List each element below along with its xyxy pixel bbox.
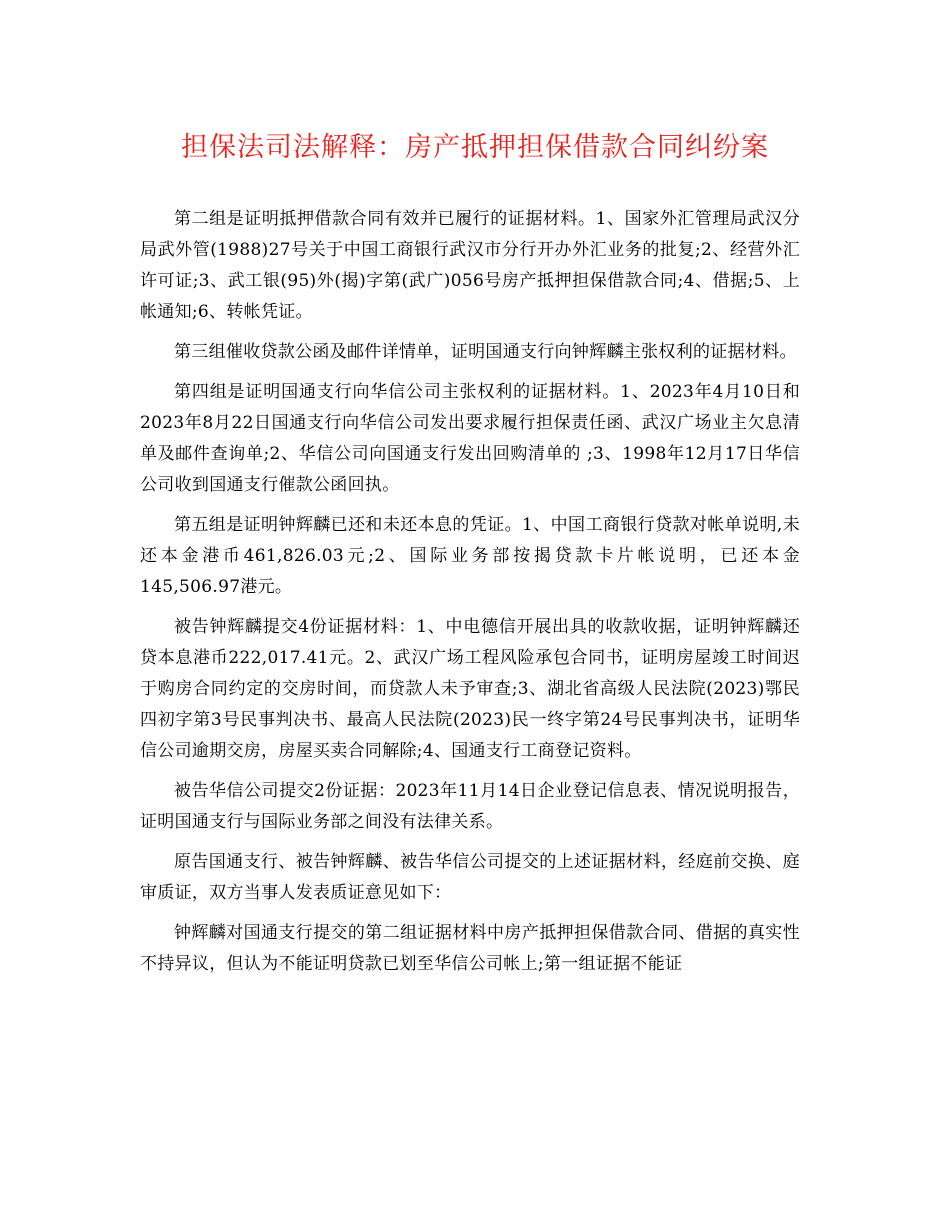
paragraph-evidence-group-2: 第二组是证明抵押借款合同有效并已履行的证据材料。1、国家外汇管理局武汉分局武外管(1988)27号关于中国工商银行武汉市分行开办外汇业务的批复;2、经营外汇许可证;3、武工银(95)外(揭)字第(武广)056号房产抵押担保借款合同;4、借据;5、上帐通知;6、转帐凭证。 bbox=[140, 209, 800, 322]
paragraph-defendant-zhong-evidence: 被告钟辉麟提交4份证据材料：1、中电德信开展出具的收款收据，证明钟辉麟还贷本息港币222,017.41元。2、武汉广场工程风险承包合同书，证明房屋竣工时间迟于购房合同约定的交房时间，而贷款人未予审查;3、湖北省高级人民法院(2023)鄂民四初字第3号民事判决书、最高人民法院(2023)民一终字第24号民事判决书，证明华信公司逾期交房，房屋买卖合同解除;4、国通支行工商登记资料。 bbox=[140, 617, 800, 761]
paragraph-cross-examination-intro: 原告国通支行、被告钟辉麟、被告华信公司提交的上述证据材料，经庭前交换、庭审质证，双方当事人发表质证意见如下： bbox=[140, 852, 800, 903]
paragraph-evidence-group-5: 第五组是证明钟辉麟已还和未还本息的凭证。1、中国工商银行贷款对帐单说明,未还本金港币461,826.03元;2、国际业务部按揭贷款卡片帐说明，已还本金145,506.97港元。 bbox=[140, 515, 800, 597]
paragraph-evidence-group-4: 第四组是证明国通支行向华信公司主张权利的证据材料。1、2023年4月10日和2023年8月22日国通支行向华信公司发出要求履行担保责任函、武汉广场业主欠息清单及邮件查询单;2、华信公司向国通支行发出回购清单的 ;3、1998年12月17日华信公司收到国通支行催款公函回执。 bbox=[140, 382, 800, 495]
paragraph-evidence-group-3: 第三组催收贷款公函及邮件详情单，证明国通支行向钟辉麟主张权利的证据材料。 bbox=[174, 342, 797, 362]
document-title: 担保法司法解释：房产抵押担保借款合同纠纷案 bbox=[181, 132, 769, 163]
paragraph-defendant-huaxin-evidence: 被告华信公司提交2份证据：2023年11月14日企业登记信息表、情况说明报告，证明国通支行与国际业务部之间没有法律关系。 bbox=[140, 781, 800, 832]
paragraph-zhong-opinion: 钟辉麟对国通支行提交的第二组证据材料中房产抵押担保借款合同、借据的真实性不持异议，但认为不能证明贷款已划至华信公司帐上;第一组证据不能证 bbox=[140, 923, 800, 974]
document-body bbox=[140, 204, 800, 989]
